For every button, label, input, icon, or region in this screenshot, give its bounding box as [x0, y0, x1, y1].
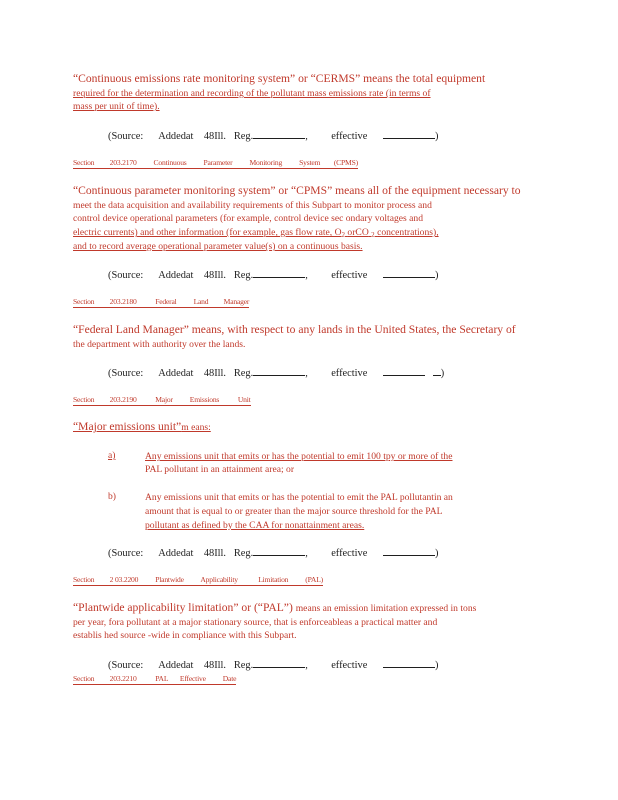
meu-definition-lead: “Major emissions unit”m eans:	[73, 420, 211, 433]
cpms-definition-line: electric currents) and other information (for example, gas flow rate, $O_2$ orCO $_2$ concentrations),	[73, 227, 439, 239]
source-citation: (Source: Addedat 48Ill. Reg. , effective )	[108, 128, 438, 142]
list-letter-b: b)	[108, 491, 116, 502]
section-heading-203-2200: Section 2 03.2200 Plantwide Applicability Limitation (PAL)	[73, 575, 323, 584]
cerms-definition-lead: “Continuous emissions rate monitoring system” or “CERMS” means the total equipment	[73, 72, 486, 85]
meu-item-b-line: amount that is equal to or greater than the major source threshold for the PAL	[145, 506, 443, 517]
section-heading-203-2210: Section 203.2210 PAL Effective Date	[73, 674, 237, 683]
flm-definition-lead: “Federal Land Manager” means, with respect to any lands in the United States, the Secretary of	[73, 323, 516, 336]
section-heading-203-2190: Section 203.2190 Major Emissions Unit	[73, 395, 251, 404]
section-heading-203-2180: Section 203.2180 Federal Land Manager	[73, 297, 250, 306]
section-heading-203-2170: Section 203.2170 Continuous Parameter Monitoring System (CPMS)	[73, 158, 358, 167]
meu-item-a-line: Any emissions unit that emits or has the potential to emit 100 tpy or more of the	[145, 451, 453, 462]
cpms-definition-line: control device operational parameters (for example, control device sec ondary voltages and	[73, 213, 424, 224]
source-citation: (Source: Addedat 48Ill. Reg. , effective )	[108, 545, 438, 559]
cpms-definition-lead: “Continuous parameter monitoring system” or “CPMS” means all of the equipment necessary to	[73, 184, 521, 197]
meu-item-b-line: Any emissions unit that emits or has the potential to emit the PAL pollutantin an	[145, 492, 453, 503]
pal-definition-line: establis hed source -wide in compliance with this Subpart.	[73, 630, 297, 641]
cerms-definition-line: required for the determination and recording of the pollutant mass emissions rate (in terms of	[73, 88, 431, 99]
meu-item-b-line: pollutant as defined by the CAA for nonattainment areas.	[145, 520, 365, 531]
pal-definition-line: per year, fora pollutant at a major stationary source, that is enforceableas a practical matter and	[73, 617, 438, 628]
source-citation: (Source: Addedat 48Ill. Reg. , effective )	[108, 365, 444, 379]
cpms-definition-line: and to record average operational parameter value(s) on a continuous basis.	[73, 241, 363, 252]
cpms-definition-line: meet the data acquisition and availability requirements of this Subpart to monitor process and	[73, 200, 432, 211]
cerms-definition-line: mass per unit of time).	[73, 101, 160, 112]
source-citation: (Source: Addedat 48Ill. Reg. , effective )	[108, 657, 438, 671]
list-letter-a: a)	[108, 450, 116, 461]
pal-definition-lead: “Plantwide applicability limitation” or (“PAL”) means an emission limitation expressed in tons	[73, 601, 477, 614]
source-citation: (Source: Addedat 48Ill. Reg. , effective )	[108, 267, 438, 281]
meu-item-a-line: PAL pollutant in an attainment area; or	[145, 464, 295, 475]
flm-definition-line: the department with authority over the lands.	[73, 339, 246, 350]
